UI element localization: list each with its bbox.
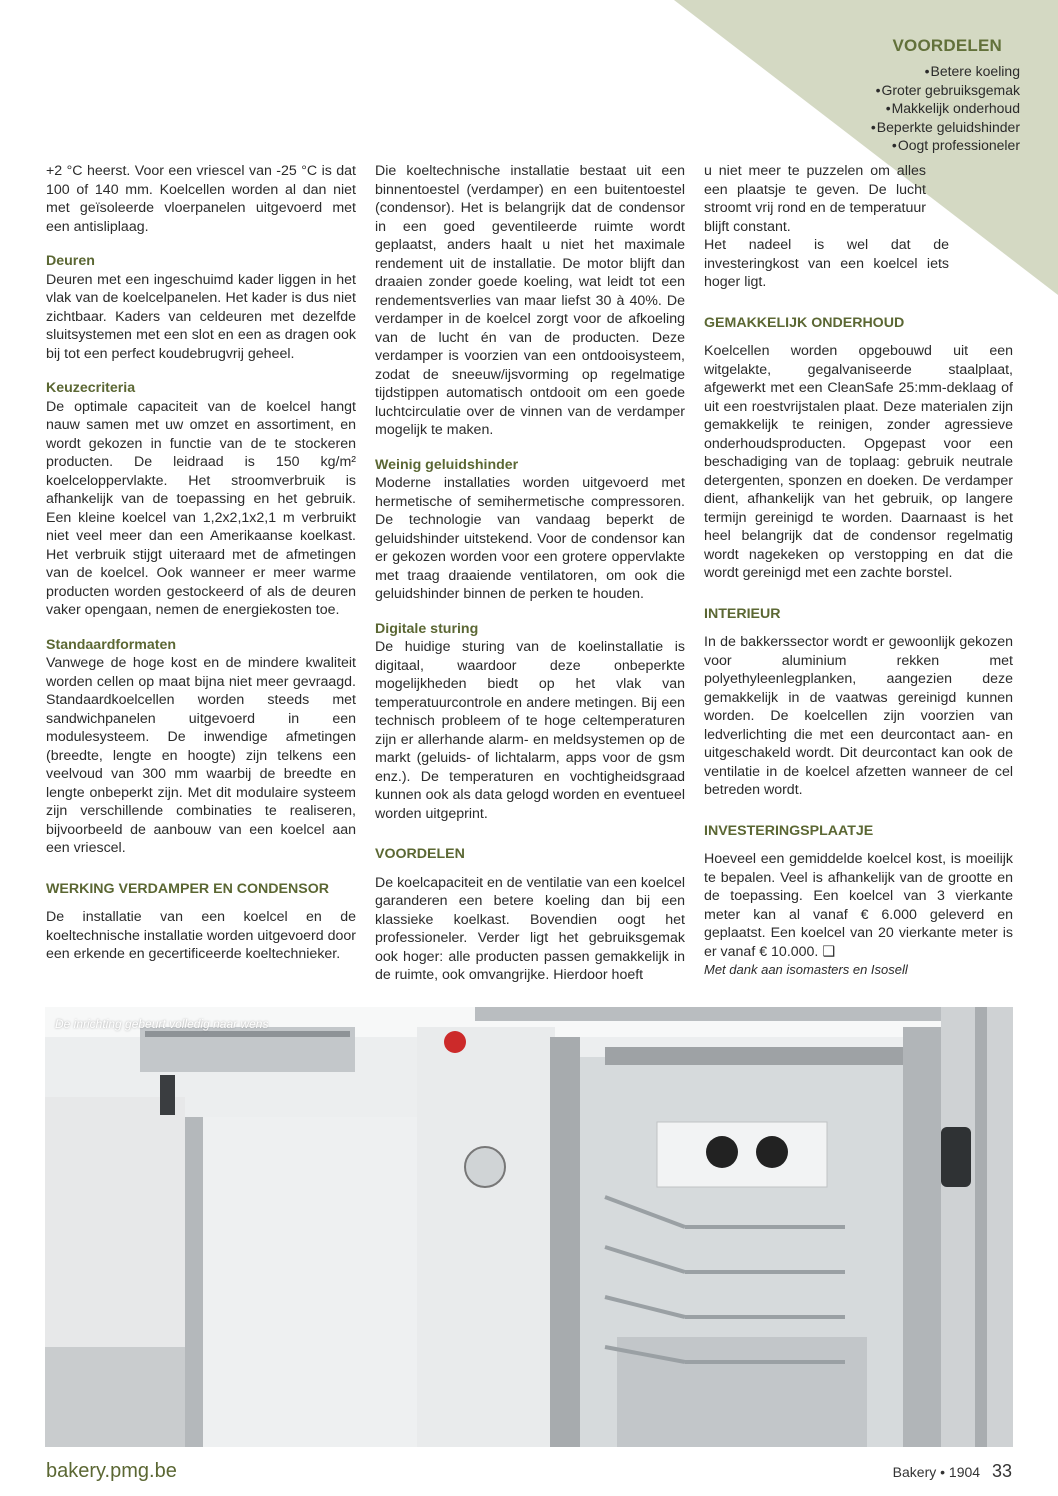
paragraph: De koelcapaciteit en de ventilatie van een koelcel garanderen een betere koeling dan bij een klassieke koelkast. Bovendien oogt het professioneler. Verder ligt het gebruiksgemak ook hoger: alle producten passen gemakkelijk in de ruimte, ook omvangrijke. Hierdoor hoeft bbox=[375, 874, 685, 983]
section-heading-voordelen: VOORDELEN bbox=[375, 846, 465, 862]
paragraph: Die koeltechnische installatie bestaat uit een binnentoestel (verdamper) en een buitentoestel (condensor). Het is belangrijk dat de condensor in een goed geventileerde ruimte wordt geplaatst, anders haalt u niet het maximale rendement uit de installatie. De motor blijft dan draaien zonder goede koeling, wat leidt tot een rendementsverlies van maar liefst 30 à 40%. De verdamper in de koelcel zorgt voor de afkoeling van de lucht én van de producten. Deze verdamper is voorzien van een ontdooisysteem, zodat de sneeuw/ijsvorming op regelmatige tijdstippen automatisch ontdooit om een goede luchtcirculatie over de vinnen van de verdamper mogelijk te maken. bbox=[375, 163, 685, 438]
benefit-item: • Makkelijk onderhoud bbox=[780, 99, 1020, 118]
paragraph: De installatie van een koelcel en de koeltechnische installatie worden uitgevoerd door een erkende en gecertificeerde koeltechnieker. bbox=[46, 909, 356, 962]
subheading-keuzecriteria: Keuzecriteria bbox=[46, 380, 136, 396]
paragraph: In de bakkerssector wordt er gewoonlijk gekozen voor aluminium rekken met polyethyleenlegplanken, aangezien deze gemakkelijk in de vaatwas gereinigd kunnen worden. De koelcellen zijn voorzien van ledverlichting die met een deurcontact aan- en uitgeschakeld wordt. Dit deurcontact kan ook de ventilatie in de koelcel afzetten wanneer de cel betreden wordt. bbox=[704, 634, 1013, 798]
article-column-3 bbox=[704, 162, 1013, 980]
benefit-item: • Groter gebruiksgemak bbox=[780, 81, 1020, 100]
subheading-digitale-sturing: Digitale sturing bbox=[375, 620, 479, 637]
benefits-list bbox=[780, 62, 1020, 155]
cold-room-photo bbox=[45, 1007, 1013, 1447]
benefits-title: VOORDELEN bbox=[892, 36, 1002, 55]
cold-room-illustration bbox=[45, 1007, 1013, 1447]
paragraph: +2 °C heerst. Voor een vriescel van -25 °C is dat 100 of 140 mm. Koelcellen worden al dan niet met geïsoleerde vloerpanelen uitgevoerd met een antisliplaag. bbox=[46, 163, 356, 235]
paragraph: Hoeveel een gemiddelde koelcel kost, is moeilijk te bepalen. Veel is afhankelijk van de grootte en de toepassing. Een koelcel van 3 vierkante meter kan al vanaf € 6.000 geleverd en geplaatst. Een koelcel van 20 vierkante meter is er vanaf € 10.000. ❑ bbox=[704, 851, 1013, 960]
paragraph: u niet meer te puzzelen om alles een plaatsje te geven. De lucht stroomt vrij rond en de temperatuur blijft constant. bbox=[704, 163, 926, 235]
photo-caption: De inrichting gebeurt volledig naar wens bbox=[55, 1017, 269, 1031]
paragraph: De optimale capaciteit van de koelcel hangt nauw samen met uw omzet en assortiment, en wordt gekozen in functie van de te stockeren producten. De leidraad is 150 kg/m² koelceloppervlakte. Het stroomverbruik is afhankelijk van de toepassing en het gebruik. Een kleine koelcel van 1,2x2,1x2,1 m verbruikt niet veel meer dan een Amerikaanse koelkast. Het verbruik stijgt uiteraard met de afmetingen van de koelcel. Ook wanneer er meer warme producten worden gestockeerd of als de deuren vaker opengaan, nemen de energiekosten toe. bbox=[46, 398, 356, 618]
footer-issue bbox=[893, 1461, 1012, 1482]
section-heading-onderhoud: GEMAKKELIJK ONDERHOUD bbox=[704, 314, 905, 331]
paragraph: Deuren met een ingeschuimd kader liggen in het vlak van de koelcelpanelen. Het kader is dus niet zichtbaar. Kaders van celdeuren met dezelfde sluitsystemen met een slot en een as dragen ook bij tot een perfect koudebrugvrij geheel. bbox=[46, 271, 356, 362]
article-column-2 bbox=[375, 162, 685, 985]
benefit-item: • Oogt professioneler bbox=[780, 136, 1020, 155]
subheading-geluidshinder: Weinig geluidshinder bbox=[375, 456, 519, 473]
paragraph: De huidige sturing van de koelinstallatie is digitaal, waardoor deze onbeperkte mogelijkheden biedt op het vlak van temperatuurcontrole en andere metingen. Bij een technisch probleem of te hoge celtemperaturen zijn er allerhande alarm- en meldsystemen op de markt (geluids- of lichtalarm, apps voor de gsm enz.). De temperaturen en vochtigheidsgraad kunnen ook als data gelogd worden en eventueel worden uitgeprint. bbox=[375, 639, 685, 822]
benefit-item: • Beperkte geluidshinder bbox=[780, 118, 1020, 137]
section-heading-werking: WERKING VERDAMPER EN CONDENSOR bbox=[46, 880, 329, 897]
credits: Met dank aan isomasters en Isosell bbox=[704, 962, 908, 977]
paragraph: Koelcellen worden opgebouwd uit een witgelakte, gegalvaniseerde staalplaat, afgewerkt met een CleanSafe 25:mm-deklaag of uit een roestvrijstalen plaat. Deze materialen zijn gemakkelijk te reinigen, zonder agressieve onderhoudsproducten. Opgepast voor een beschadiging van de toplaag: gebruik neutrale detergenten, sponzen en doeken. De verdamper dient, afhankelijk van het gebruik, op langere termijn gereinigd te worden. Daarnaast is het heel belangrijk dat de condensor regelmatig wordt nagekeken op verstopping en dat die wordt gereinigd met een zachte borstel. bbox=[704, 343, 1013, 581]
footer-website[interactable]: bakery.pmg.be bbox=[46, 1460, 177, 1482]
benefit-item: • Betere koeling bbox=[780, 62, 1020, 81]
paragraph: Moderne installaties worden uitgevoerd met hermetische of semihermetische compressoren. De technologie van vandaag beperkt de geluidshinder uitstekend. Voor de condensor kan er gekozen worden voor een grotere oppervlakte met traag draaiende ventilatoren, om ook die geluidshinder binnen de perken te houden. bbox=[375, 475, 685, 602]
subheading-standaardformaten: Standaardformaten bbox=[46, 636, 177, 653]
page-number: 33 bbox=[991, 1461, 1012, 1481]
paragraph: Vanwege de hoge kost en de mindere kwaliteit worden cellen op maat bijna niet meer gevraagd. Standaardkoelcellen worden steeds met sandwichpanelen uitgevoerd in een modulesysteem. De inwendige afmetingen (breedte, lengte en hoogte) zijn telkens een veelvoud van 300 mm waarbij de breedte en lengte onbeperkt zijn. Met dit modulaire systeem zijn verschillende combinaties te realiseren, bijvoorbeeld de aanbouw van een koelcel aan een vriescel. bbox=[46, 655, 356, 856]
issue-label: Bakery • 1904 bbox=[892, 1464, 981, 1480]
benefits-box bbox=[780, 36, 1020, 155]
article-column-1 bbox=[46, 162, 356, 964]
section-heading-interieur: INTERIEUR bbox=[704, 605, 781, 622]
subheading-deuren: Deuren bbox=[46, 253, 95, 269]
section-heading-investering: INVESTERINGSPLAATJE bbox=[704, 822, 874, 839]
paragraph: Het nadeel is wel dat de investeringkost van een koelcel iets hoger ligt. bbox=[704, 237, 949, 290]
